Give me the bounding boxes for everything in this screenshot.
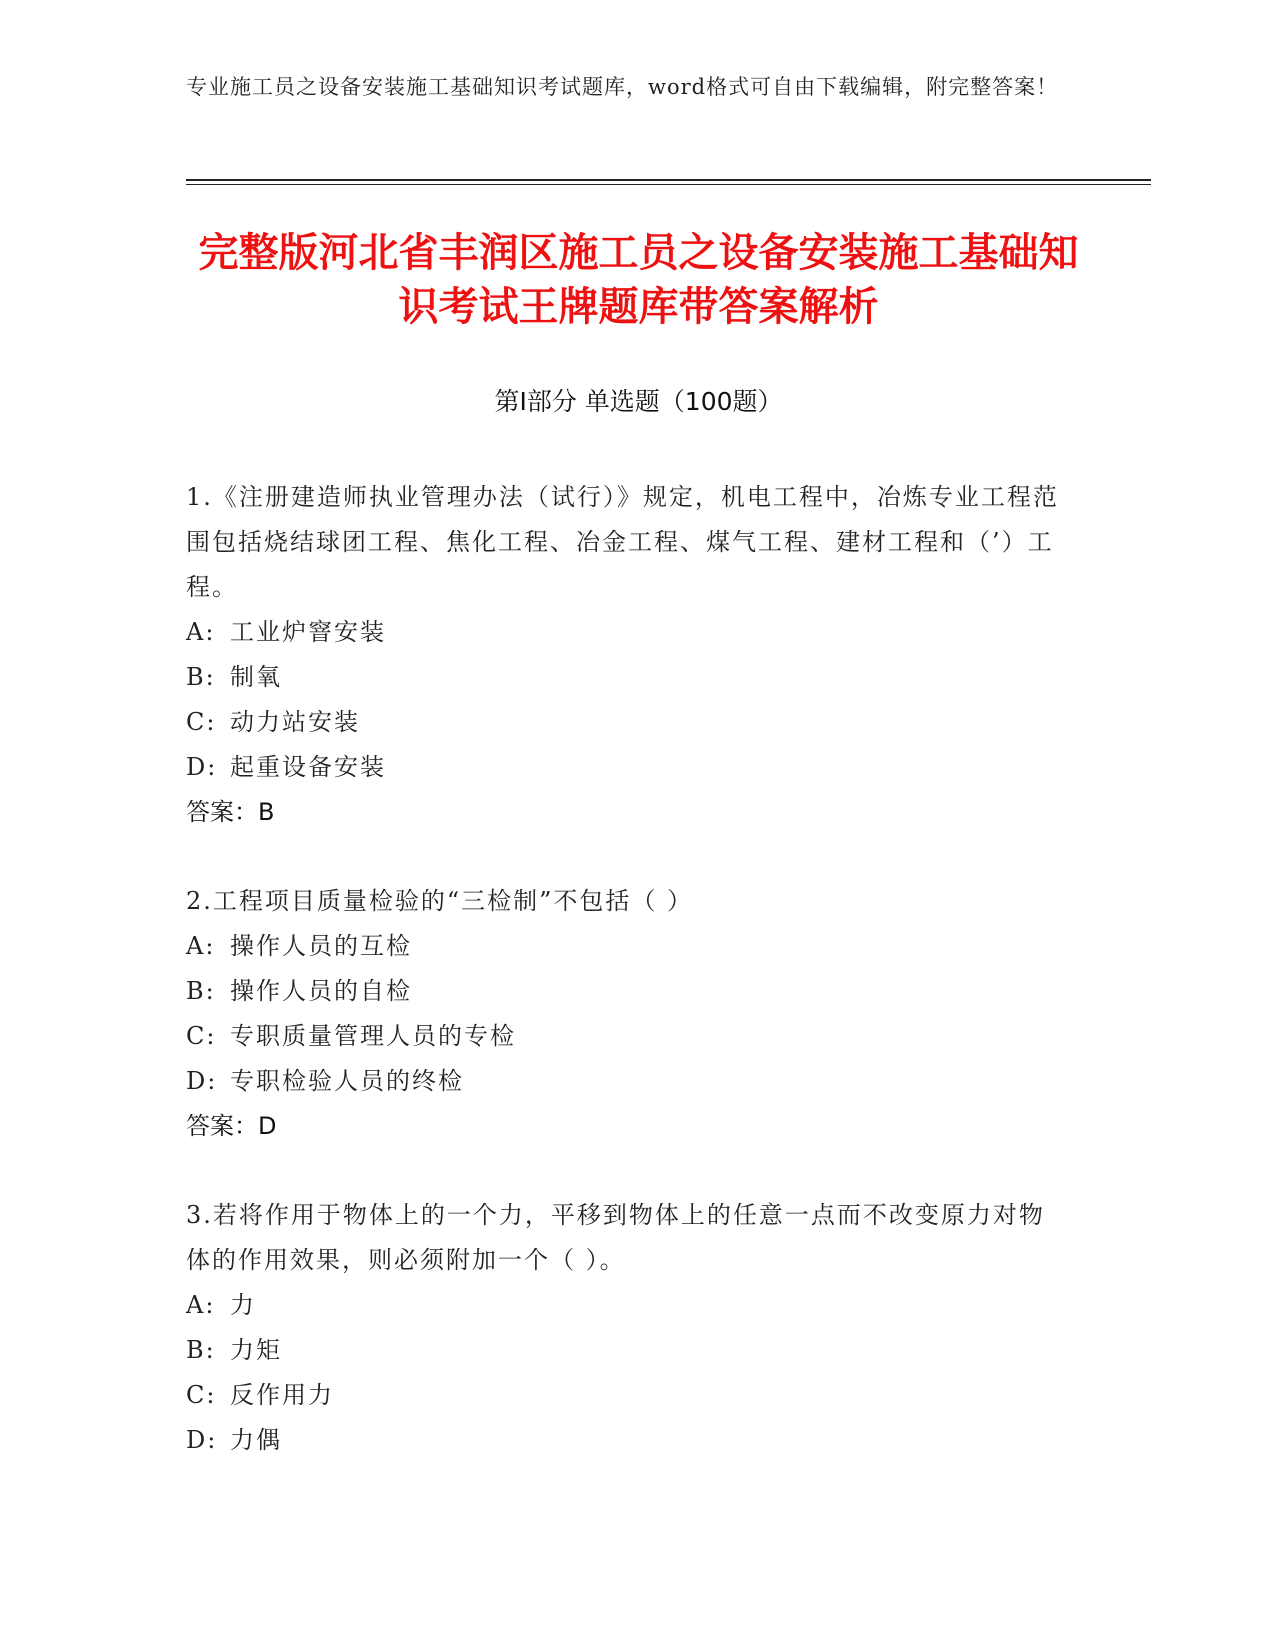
option-letter: D:: [186, 753, 218, 781]
option-letter: D:: [186, 1426, 218, 1454]
question-3: [186, 1193, 1066, 1463]
option-text: 反作用力: [230, 1381, 334, 1409]
option-text: 力偶: [230, 1426, 282, 1454]
question-stem: 1.《注册建造师执业管理办法（试行）》规定，机电工程中，冶炼专业工程范围包括烧结球团工程、焦化工程、冶金工程、煤气工程、建材工程和（’）工程。: [186, 483, 1059, 601]
option-text: 专职质量管理人员的专检: [230, 1022, 516, 1050]
option-b: [186, 655, 1066, 700]
option-letter: B:: [186, 977, 216, 1005]
header-divider-thin: [186, 184, 1151, 185]
answer: 答案：B: [186, 798, 275, 826]
option-letter: C:: [186, 1022, 217, 1050]
option-letter: A:: [186, 618, 216, 646]
option-letter: C:: [186, 1381, 217, 1409]
question-stem: 2.工程项目质量检验的“三检制”不包括（ ）: [186, 887, 694, 915]
header-divider-thick: [186, 179, 1151, 181]
question-1: [186, 475, 1066, 835]
option-letter: C:: [186, 708, 217, 736]
document-title: 完整版河北省丰润区施工员之设备安装施工基础知识考试王牌题库带答案解析: [198, 230, 1079, 330]
option-b: [186, 969, 1066, 1014]
option-d: [186, 1418, 1066, 1463]
option-text: 力: [230, 1291, 256, 1319]
option-text: 操作人员的自检: [230, 977, 412, 1005]
option-text: 工业炉窨安装: [230, 618, 386, 646]
option-a: [186, 1283, 1066, 1328]
option-text: 起重设备安装: [230, 753, 386, 781]
option-c: [186, 1014, 1066, 1059]
option-text: 制氧: [230, 663, 282, 691]
option-letter: B:: [186, 663, 216, 691]
option-b: [186, 1328, 1066, 1373]
header-note: 专业施工员之设备安装施工基础知识考试题库，word格式可自由下载编辑，附完整答案！: [186, 75, 1059, 99]
option-a: [186, 610, 1066, 655]
option-c: [186, 1373, 1066, 1418]
question-2: [186, 879, 1066, 1149]
option-d: [186, 1059, 1066, 1104]
option-text: 动力站安装: [230, 708, 360, 736]
option-text: 操作人员的互检: [230, 932, 412, 960]
answer: 答案：D: [186, 1112, 277, 1140]
option-d: [186, 745, 1066, 790]
question-stem: 3.若将作用于物体上的一个力，平移到物体上的任意一点而不改变原力对物体的作用效果，则必须附加一个（ ）。: [186, 1201, 1045, 1274]
option-text: 专职检验人员的终检: [230, 1067, 464, 1095]
question-list: [186, 475, 1066, 1507]
option-letter: A:: [186, 932, 216, 960]
option-a: [186, 924, 1066, 969]
option-text: 力矩: [230, 1336, 282, 1364]
section-heading: 第Ⅰ部分 单选题（100题）: [494, 387, 783, 416]
option-letter: B:: [186, 1336, 216, 1364]
option-letter: A:: [186, 1291, 216, 1319]
option-letter: D:: [186, 1067, 218, 1095]
option-c: [186, 700, 1066, 745]
